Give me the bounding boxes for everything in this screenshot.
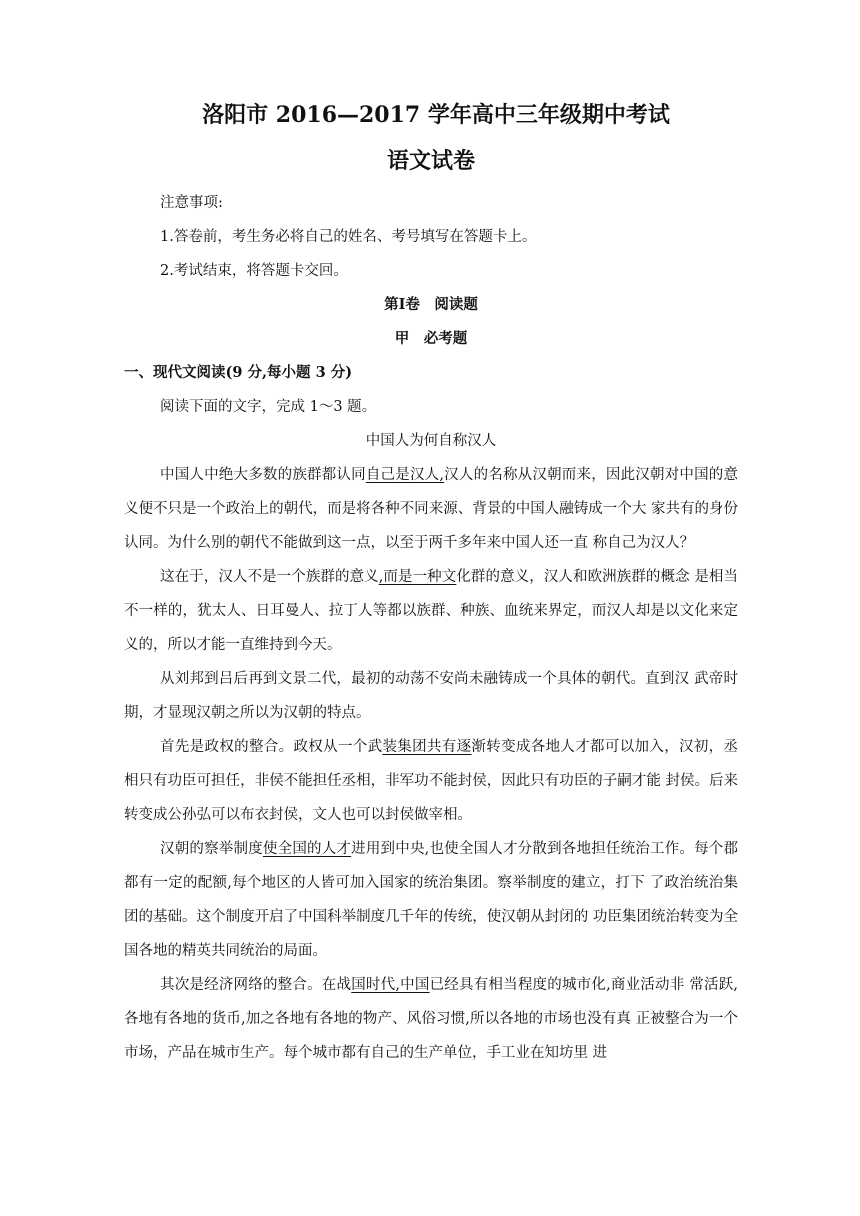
paragraph-text: 已经具有相当程度的城市化,商业活动非 常活跃,各地有各地的货币,加之各地有各地的物产、风俗习惯,所以各地的市场也没有真 正被整合为一个市场，产品在城市生产。每个城市都有自己的生产单位，手工业在知坊里 进 — [124, 977, 739, 1061]
notice-heading: 注意事项: — [160, 195, 223, 211]
underlined-text: 国时代,中国 — [351, 977, 430, 993]
section-heading: 一、现代文阅读(9 分,每小题 3 分) — [124, 364, 353, 381]
underlined-text: 自己是汉人, — [365, 467, 444, 483]
paragraph-text: 渐转变成各地人才都可以加入，汉初，丞相只有功臣可担任，非侯不能担任丞相，非军功不能封侯，因此只有功臣的子嗣才能 封侯。后来转变成公孙弘可以布衣封侯，文人也可以封侯做宰相。 — [124, 739, 739, 823]
underlined-text: 使全国的人才 — [262, 841, 352, 857]
section-instruction: 阅读下面的文字，完成 1～3 题。 — [160, 399, 377, 415]
paragraph-text: 首先是政权的整合。政权从一个武 — [160, 739, 383, 755]
notice-item-2: 2.考试结束，将答题卡交回。 — [160, 263, 348, 279]
article-paragraph-1 — [124, 458, 738, 560]
article-paragraph-6 — [124, 968, 738, 1070]
paragraph-text: 汉人的名称从汉朝而来，因此汉朝对中国的意义便不只是一个政治上的朝代，而是将各种不同来源、背景的中国人融铸成一个大 家共有的身份认同。为什么别的朝代不能做到这一点，以至于两千多年来中国人还一直 称自己为汉人？ — [124, 467, 739, 551]
paragraph-text: 其次是经济网络的整合。在战 — [160, 977, 352, 993]
article-paragraph-5 — [124, 832, 738, 968]
exam-page — [124, 100, 738, 1070]
part-title: 甲 必考题 — [394, 330, 468, 347]
paragraph-text: 中国人中绝大多数的族群都认同 — [160, 467, 366, 483]
article-paragraph-4 — [124, 730, 738, 832]
paragraph-text: 从刘邦到吕后再到文景二代，最初的动荡不安尚未融铸成一个具体的朝代。直到汉 武帝时期，才显现汉朝之所以为汉朝的特点。 — [124, 671, 738, 721]
paragraph-text: 汉朝的察举制度 — [160, 841, 263, 857]
paragraph-text: 化群的意义，汉人和欧洲族群的概念 是相当不一样的，犹太人、日耳曼人、拉丁人等都以族群、种族、血统来界定，而汉人却是以文化来定义的，所以才能一直维持到今天。 — [124, 569, 739, 653]
underlined-text: 装集团共有逐 — [382, 739, 472, 755]
article-paragraph-2 — [124, 560, 738, 662]
notice-item-1: 1.答卷前，考生务必将自己的姓名、考号填写在答题卡上。 — [160, 229, 537, 245]
paragraph-text: 这在于，汉人不是一个族群的意义 — [160, 569, 379, 585]
exam-title: 洛阳市 2016—2017 学年高中三年级期中考试 — [202, 102, 670, 128]
article-title: 中国人为何自称汉人 — [365, 433, 497, 449]
exam-subtitle: 语文试卷 — [386, 148, 475, 174]
underlined-text: ,而是一种文 — [378, 569, 457, 585]
paragraph-text: 进用到中央,也使全国人才分散到各地担任统治工作。每个郡都有一定的配额,每个地区的人皆可加入国家的统治集团。察举制度的建立，打下 了政治统治集团的基础。这个制度开启了中国科举制度几千年的传统，使汉朝从封闭的 功臣集团统治转变为全国各地的精英共同统治的局面。 — [124, 841, 739, 959]
volume-title: 第Ⅰ卷 阅读题 — [384, 296, 478, 313]
article-paragraph-3 — [124, 662, 738, 730]
